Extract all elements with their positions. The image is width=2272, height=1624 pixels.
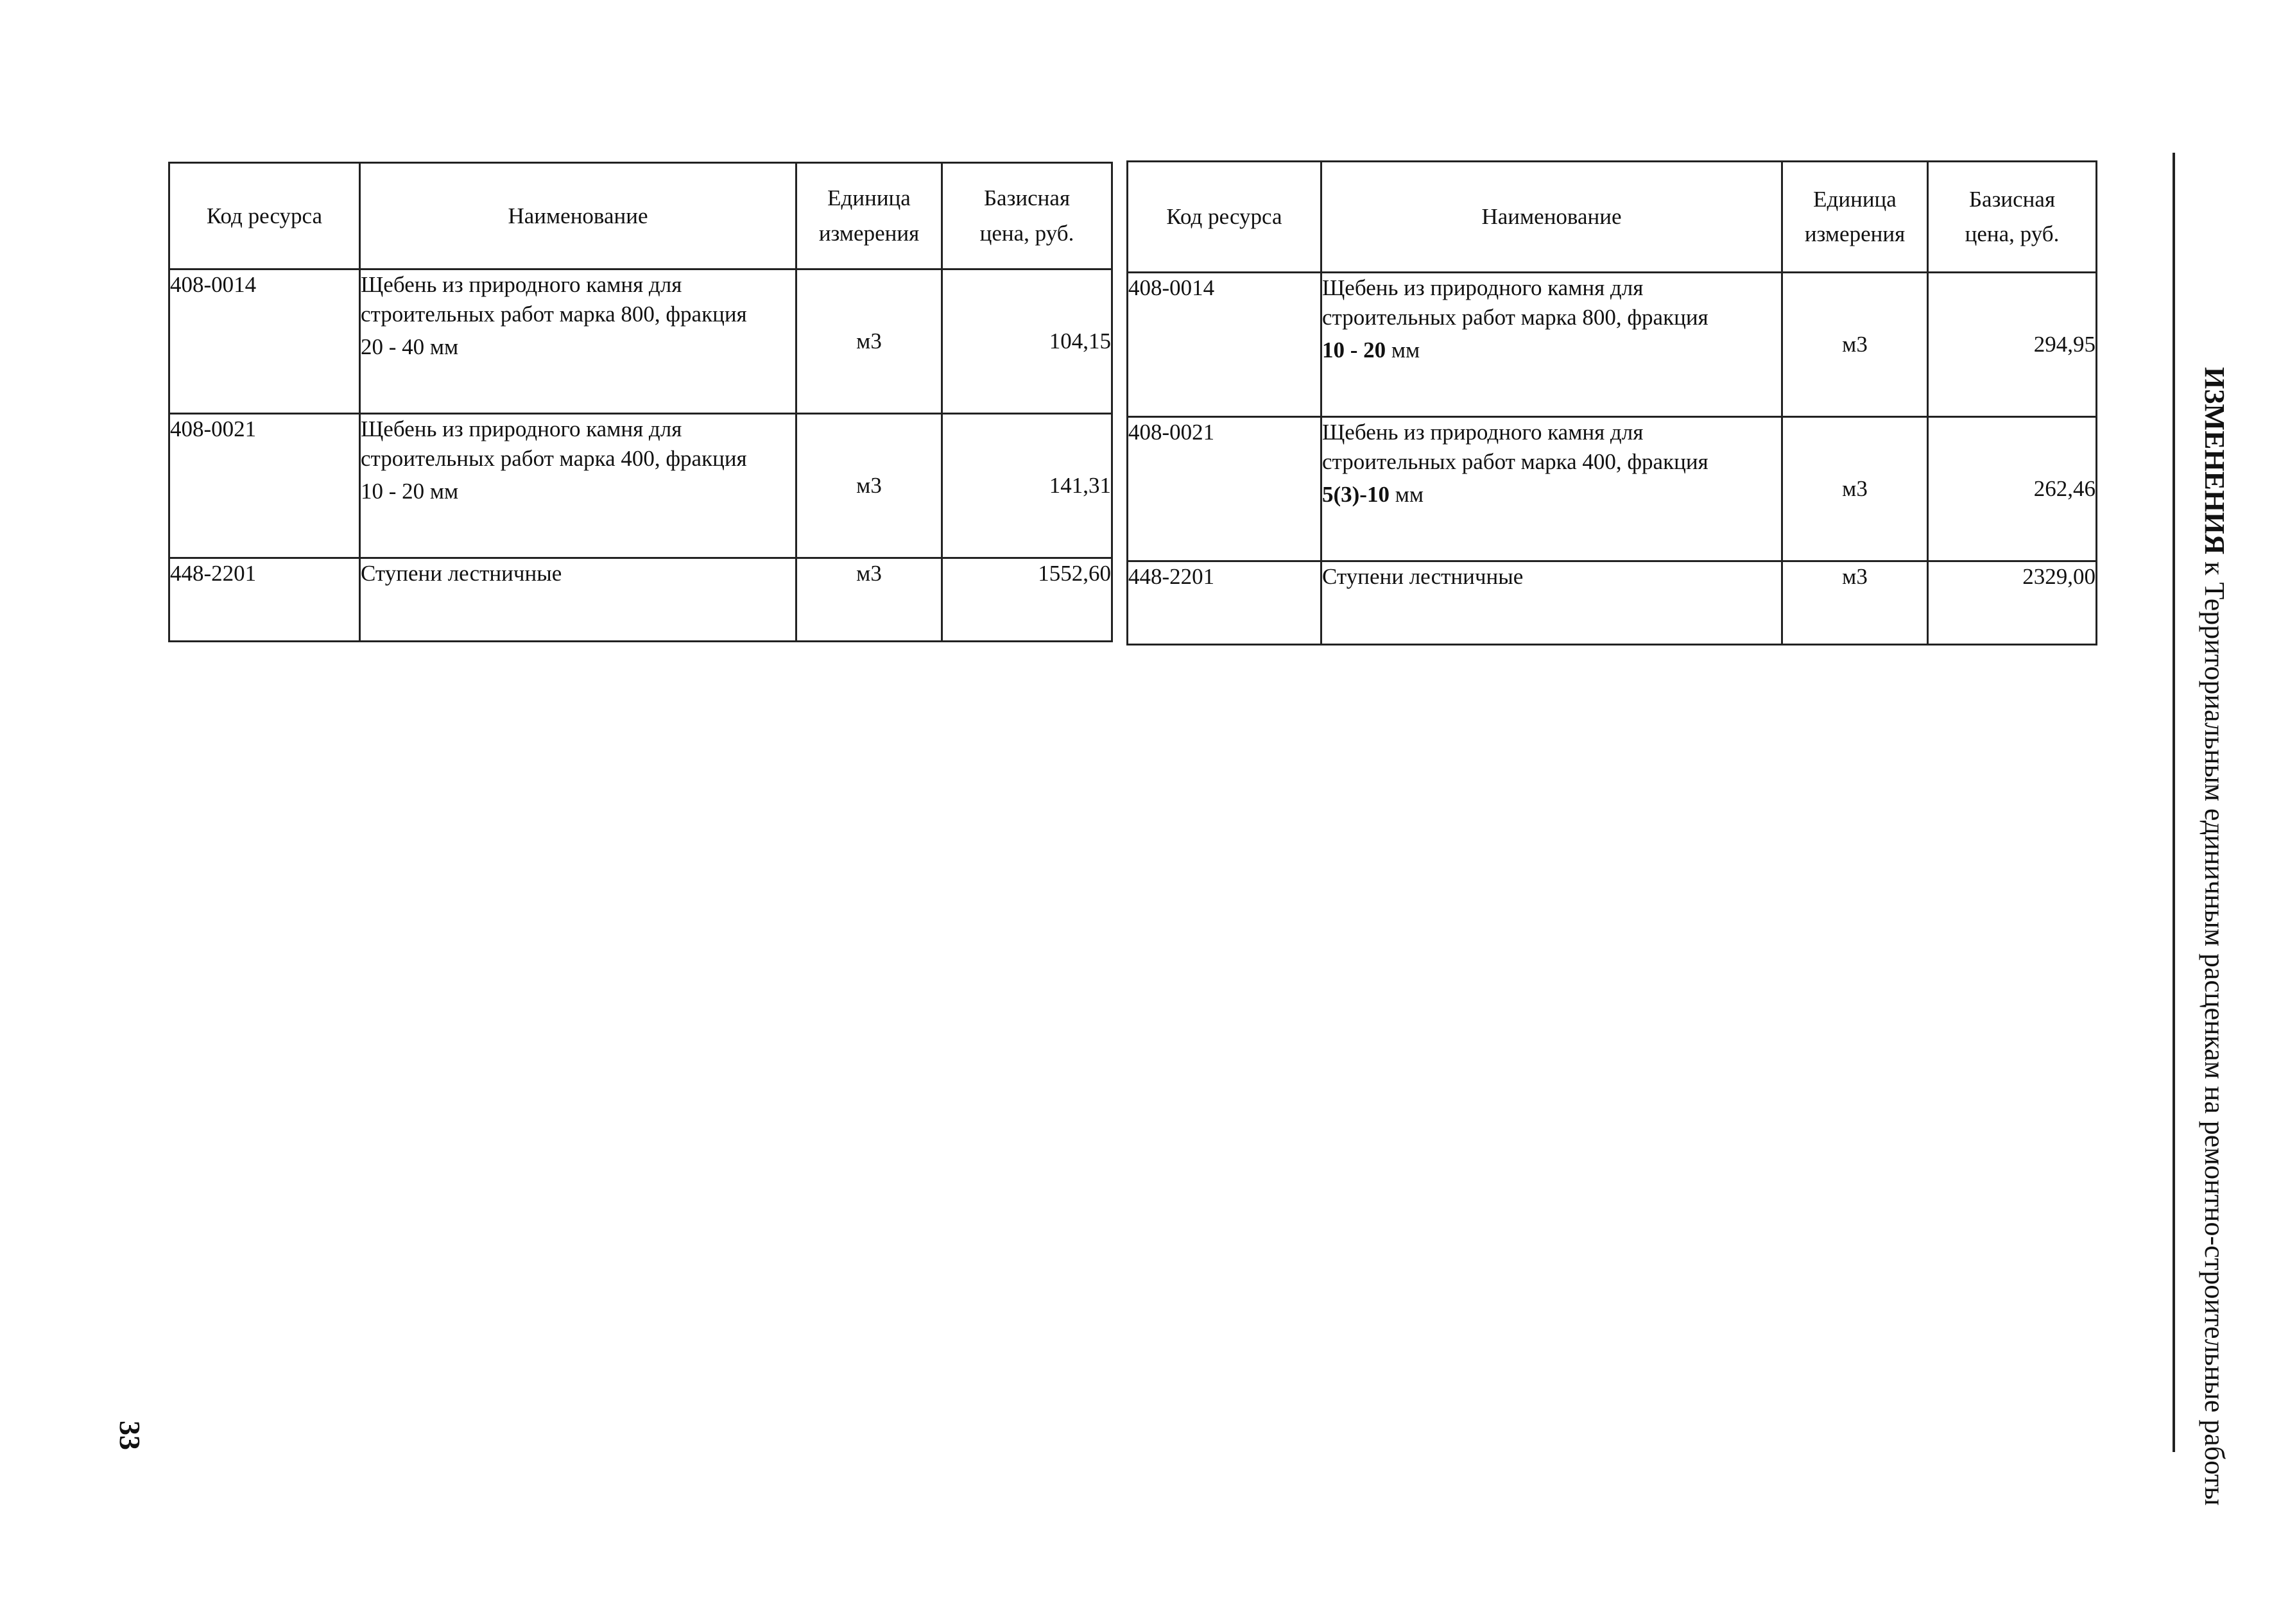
header-price-line1: Базисная [983, 185, 1071, 211]
table-row [169, 558, 1112, 642]
resource-description: Щебень из природного камня для строительных работ марка 800, фракция [361, 272, 747, 327]
resource-price: 1552,60 [942, 558, 1112, 642]
fraction-unit: мм [1386, 338, 1420, 363]
resource-name [360, 414, 796, 558]
resource-code: 408-0014 [1128, 273, 1321, 417]
running-title-bold: ИЗМЕНЕНИЯ [2199, 367, 2230, 555]
resource-unit: м3 [1782, 417, 1928, 561]
side-divider-line [2173, 153, 2175, 1452]
new-prices-table [1126, 160, 2097, 645]
table-row [1128, 561, 2097, 645]
resource-price: 294,95 [1928, 273, 2097, 417]
header-unit-line2: измерения [1804, 221, 1906, 246]
resource-price: 262,46 [1928, 417, 2097, 561]
resource-unit: м3 [796, 414, 942, 558]
resource-fraction: 20 - 40 мм [361, 334, 459, 359]
header-price [1928, 162, 2097, 273]
resource-code: 448-2201 [1128, 561, 1321, 645]
table-row [1128, 273, 2097, 417]
resource-fraction [1322, 480, 1781, 509]
header-code: Код ресурса [1128, 162, 1321, 273]
running-title-text: к Территориальным единичным расценкам на ремонтно-строительные работы [2199, 554, 2230, 1506]
fraction-value: 10 - 20 [1322, 338, 1386, 363]
resource-code: 408-0014 [169, 269, 360, 414]
header-price [942, 163, 1112, 269]
header-name: Наименование [1321, 162, 1782, 273]
resource-unit: м3 [1782, 273, 1928, 417]
header-price-line2: цена, руб. [979, 220, 1074, 246]
resource-price: 104,15 [942, 269, 1112, 414]
header-price-line1: Базисная [1968, 186, 2056, 212]
resource-name: Ступени лестничные [360, 558, 796, 642]
resource-description: Щебень из природного камня для строительных работ марка 800, фракция [1322, 275, 1708, 330]
resource-name [1321, 273, 1782, 417]
table-row [169, 414, 1112, 558]
resource-price: 2329,00 [1928, 561, 2097, 645]
resource-code: 408-0021 [1128, 417, 1321, 561]
old-prices-table [168, 162, 1113, 642]
header-unit-line2: измерения [818, 220, 920, 246]
resource-unit: м3 [796, 269, 942, 414]
resource-fraction [1322, 336, 1781, 365]
resource-description: Щебень из природного камня для строительных работ марка 400, фракция [1322, 420, 1708, 474]
header-name: Наименование [360, 163, 796, 269]
table-row [169, 269, 1112, 414]
resource-code: 448-2201 [169, 558, 360, 642]
resource-unit: м3 [1782, 561, 1928, 645]
page-number: 33 [114, 1421, 146, 1450]
table-row [1128, 417, 2097, 561]
header-unit-line1: Единица [827, 185, 911, 211]
resource-name [1321, 417, 1782, 561]
table-header-row [1128, 162, 2097, 273]
table-header-row [169, 163, 1112, 269]
document-running-title [2195, 367, 2233, 1506]
resource-name: Ступени лестничные [1321, 561, 1782, 645]
resource-price: 141,31 [942, 414, 1112, 558]
header-unit-line1: Единица [1813, 186, 1897, 212]
header-price-line2: цена, руб. [1965, 221, 2060, 246]
header-unit [796, 163, 942, 269]
resource-description: Щебень из природного камня для строительных работ марка 400, фракция [361, 416, 747, 471]
resource-fraction: 10 - 20 мм [361, 479, 459, 504]
header-unit [1782, 162, 1928, 273]
fraction-unit: мм [1389, 482, 1424, 507]
resource-unit: м3 [796, 558, 942, 642]
header-code: Код ресурса [169, 163, 360, 269]
resource-code: 408-0021 [169, 414, 360, 558]
resource-name [360, 269, 796, 414]
fraction-value: 5(3)-10 [1322, 482, 1390, 507]
